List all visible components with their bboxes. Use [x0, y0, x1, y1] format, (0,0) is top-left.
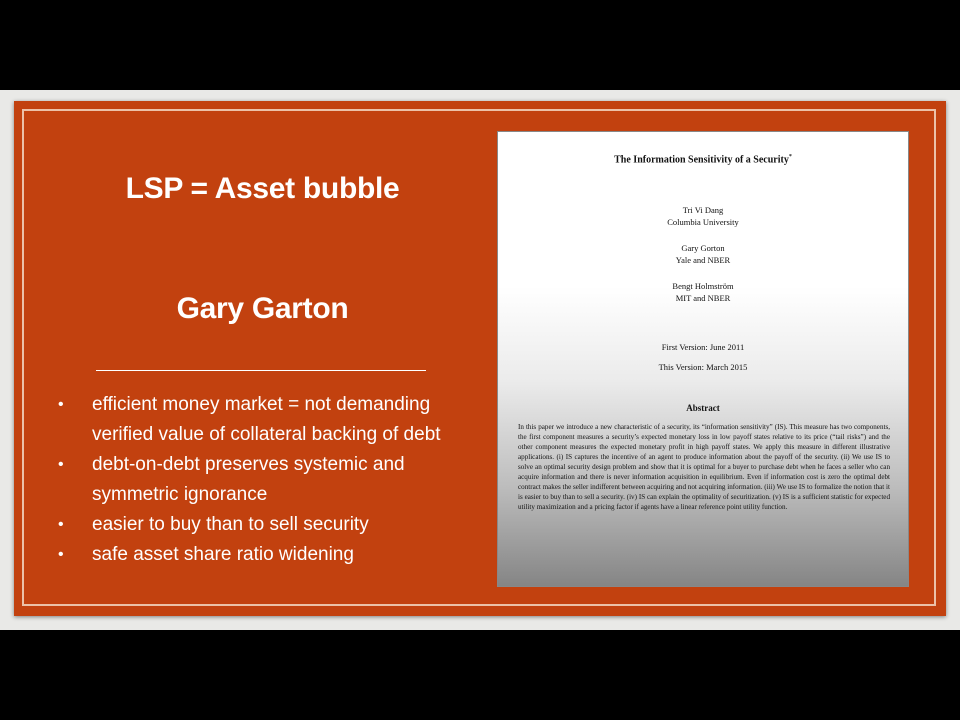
- divider-rule: [96, 370, 426, 371]
- paper-abstract-heading: Abstract: [686, 403, 720, 413]
- bullet-item: [58, 390, 478, 450]
- bullet-text: easier to buy than to sell security: [92, 514, 369, 535]
- bullet-text: safe asset share ratio widening: [92, 544, 354, 565]
- bullet-icon: •: [58, 546, 64, 563]
- paper-title: [498, 154, 908, 165]
- bullet-text: efficient money market = not demanding verified value of collateral backing of debt: [92, 394, 441, 445]
- paper-this-version: This Version: March 2015: [658, 362, 748, 372]
- bullet-item: [58, 540, 478, 570]
- bullet-list: [58, 390, 478, 570]
- bullet-icon: •: [58, 456, 64, 473]
- letterbox-top: [0, 0, 960, 90]
- paper-author-affiliation: Columbia University: [667, 217, 739, 227]
- paper-author-name: Tri Vi Dang: [682, 205, 724, 215]
- slide-title: LSP = Asset bubble: [125, 172, 400, 205]
- paper-abstract-text: In this paper we introduce a new characteristic of a security, its “information sensitivity” (IS). This measure has two components, the first component measures a security’s expected monetary loss in low payoff states relative to its price (“tail risks”) and the other component measures the expected monetary profit in high payoff states. We apply this measure in different illustrative applications. (i) IS captures the incentive of an agent to produce information about the payoff of the security. (ii) We use IS to solve an optimal security design problem and show that it is optimal for a buyer to purchase debt when he faces a seller who can acquire information and there is never information acquisition in equilibrium. Even if information cost is zero the optimal debt contract makes the seller indifferent between acquiring and not acquiring information. (iii) We use IS to formalize the notion that it is easier to buy than to sell a security. (iv) IS can explain the optimality of securitization. (v) IS is a sufficient statistic for expected utility maximization and a pricing factor if agents have a linear reference point utility function.: [518, 423, 890, 511]
- bullet-text: debt-on-debt preserves systemic and symmetric ignorance: [92, 454, 405, 505]
- paper-author-name: Gary Gorton: [681, 243, 725, 253]
- paper-screenshot: [497, 131, 909, 587]
- bullet-item: [58, 450, 478, 510]
- bullet-item: [58, 510, 478, 540]
- paper-title-footnote-mark: *: [788, 154, 792, 160]
- slide-author: Gary Garton: [176, 292, 349, 325]
- paper-author-affiliation: Yale and NBER: [675, 255, 731, 265]
- paper-first-version: First Version: June 2011: [661, 342, 745, 352]
- bullet-icon: •: [58, 396, 64, 413]
- paper-title-text: The Information Sensitivity of a Security: [614, 154, 789, 166]
- letterbox-bottom: [0, 630, 960, 720]
- paper-author-name: Bengt Holmström: [672, 281, 734, 291]
- bullet-icon: •: [58, 516, 64, 533]
- paper-author-affiliation: MIT and NBER: [675, 293, 731, 303]
